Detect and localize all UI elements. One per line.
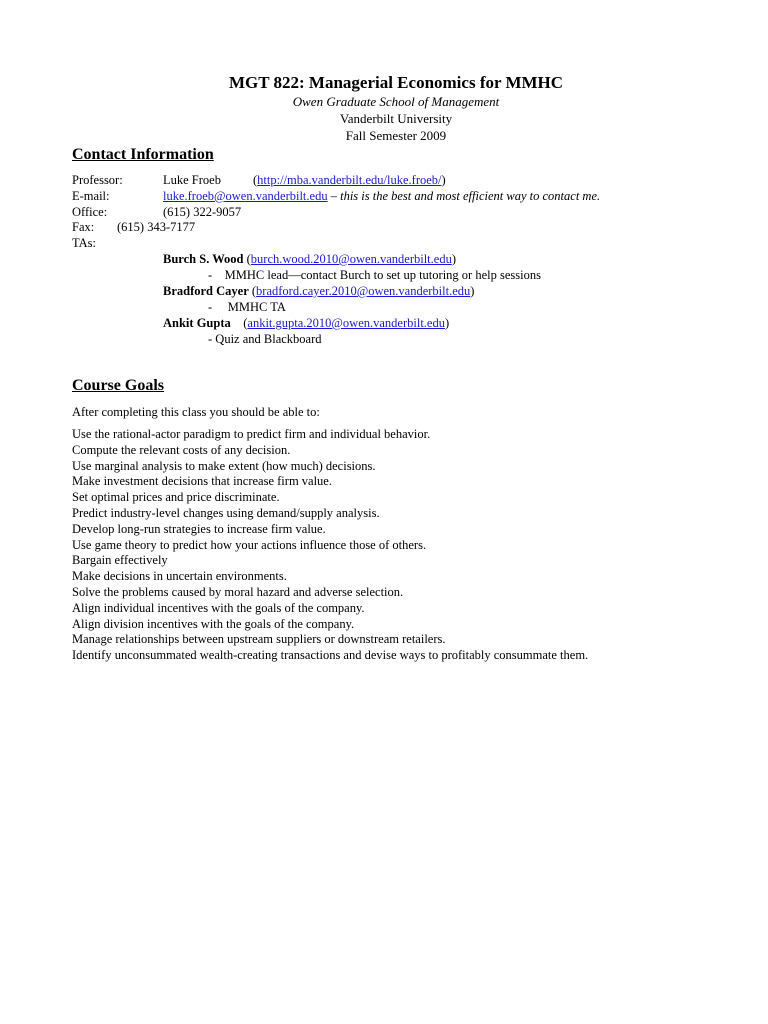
course-title: MGT 822: Managerial Economics for MMHC: [228, 73, 564, 92]
ta-email-link[interactable]: ankit.gupta.2010@owen.vanderbilt.edu: [247, 316, 445, 330]
professor-url-link[interactable]: http://mba.vanderbilt.edu/luke.froeb/: [257, 173, 442, 187]
tas-label: TAs:: [72, 236, 96, 250]
goals-list: [72, 427, 588, 664]
ta-email-link[interactable]: bradford.cayer.2010@owen.vanderbilt.edu: [256, 284, 471, 298]
goal-item: Bargain effectively: [72, 553, 168, 568]
goal-item: Identify unconsummated wealth-creating transactions and devise ways to profitably consummate them.: [72, 648, 589, 663]
university-name: Vanderbilt University: [339, 111, 453, 126]
ta-name: Ankit Gupta: [163, 316, 231, 330]
goal-item: Use game theory to predict how your actions influence those of others.: [72, 537, 427, 552]
goal-item: Align division incentives with the goals of the company.: [72, 616, 355, 631]
ta-role: - MMHC lead—contact Burch to set up tutoring or help sessions: [208, 268, 541, 282]
ta-entry: Burch S. Wood (burch.wood.2010@owen.vanderbilt.edu): [163, 252, 457, 266]
professor-email-link[interactable]: luke.froeb@owen.vanderbilt.edu: [163, 189, 328, 203]
ta-entry: Bradford Cayer (bradford.cayer.2010@owen.vanderbilt.edu): [163, 284, 475, 298]
goals-heading: Course Goals: [72, 377, 164, 394]
goal-item: Set optimal prices and price discriminate.: [72, 490, 280, 505]
goal-item: Compute the relevant costs of any decision.: [72, 442, 291, 457]
document-header: [0, 73, 768, 144]
goal-item: Predict industry-level changes using demand/supply analysis.: [72, 505, 380, 520]
email-line: luke.froeb@owen.vanderbilt.edu – this is the best and most efficient way to contact me.: [163, 189, 601, 203]
ta-email-link[interactable]: burch.wood.2010@owen.vanderbilt.edu: [250, 252, 452, 266]
professor-label: Professor:: [72, 173, 123, 187]
goal-item: Solve the problems caused by moral hazard and adverse selection.: [72, 584, 404, 599]
goal-item: Use marginal analysis to make extent (how much) decisions.: [72, 458, 376, 473]
fax-number: (615) 343-7177: [117, 220, 196, 234]
ta-entry: Ankit Gupta (ankit.gupta.2010@owen.vanderbilt.edu): [163, 316, 450, 330]
semester: Fall Semester 2009: [345, 128, 447, 143]
goal-item: Manage relationships between upstream suppliers or downstream retailers.: [72, 632, 446, 647]
professor-url-line: (http://mba.vanderbilt.edu/luke.froeb/): [253, 173, 446, 187]
goal-item: Develop long-run strategies to increase firm value.: [72, 521, 326, 536]
ta-role: - Quiz and Blackboard: [208, 332, 322, 346]
school-name: Owen Graduate School of Management: [292, 94, 500, 109]
office-phone: (615) 322-9057: [163, 205, 242, 219]
ta-role: - MMHC TA: [208, 300, 286, 314]
ta-name: Burch S. Wood: [163, 252, 244, 266]
goals-intro: After completing this class you should be able to:: [72, 405, 320, 419]
email-label: E-mail:: [72, 189, 110, 203]
professor-name: Luke Froeb: [163, 173, 221, 187]
office-label: Office:: [72, 205, 108, 219]
goal-item: Use the rational-actor paradigm to predict firm and individual behavior.: [72, 427, 431, 441]
goal-item: Make investment decisions that increase firm value.: [72, 474, 332, 489]
contact-heading: Contact Information: [72, 146, 214, 163]
goal-item: Align individual incentives with the goals of the company.: [72, 600, 365, 615]
ta-name: Bradford Cayer: [163, 284, 249, 298]
email-note: this is the best and most efficient way to contact me.: [340, 189, 601, 203]
fax-label: Fax:: [72, 220, 95, 234]
goal-item: Make decisions in uncertain environments.: [72, 569, 287, 584]
